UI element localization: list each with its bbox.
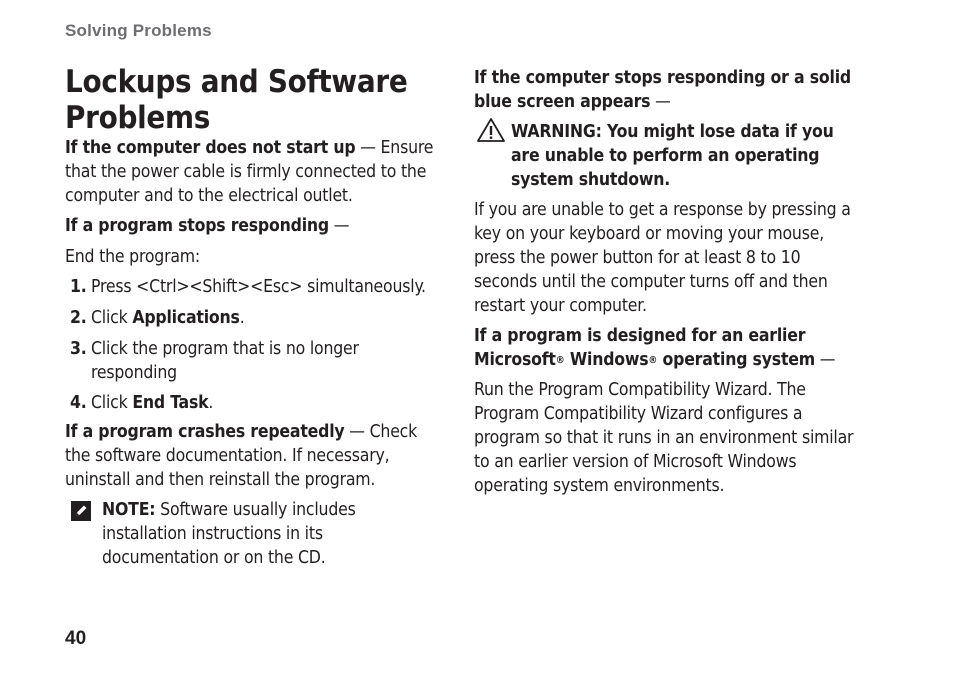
page-title bbox=[65, 64, 407, 136]
section-heading-stops-responding: If a program stops responding bbox=[65, 216, 329, 236]
running-head: Solving Problems bbox=[65, 21, 212, 40]
section-text-crashes: — Check the software documentation. If necessary, uninstall and then reinstall the program. bbox=[65, 422, 418, 490]
section-heading-compatibility-b: Windows bbox=[564, 350, 649, 370]
warning-triangle-icon bbox=[476, 117, 506, 143]
title-line-2: Problems bbox=[65, 100, 211, 136]
step-text: Press <Ctrl><Shift><Esc> simultaneously. bbox=[91, 277, 426, 297]
step-text: Click the program that is no longer responding bbox=[91, 339, 359, 383]
section-heading-crashes: If a program crashes repeatedly bbox=[65, 422, 345, 442]
note-body: Software usually includes installation instructions in its documentation or on the CD. bbox=[102, 500, 356, 568]
blue-screen-instructions: If you are unable to get a response by pressing a key on your keyboard or moving your mouse, press the power button for at least 8 to 10 seconds until the computer turns off and then restart your computer. bbox=[474, 200, 851, 316]
page-number: 40 bbox=[65, 628, 87, 649]
section-compatibility bbox=[474, 324, 864, 372]
heading-dash: — bbox=[814, 350, 836, 370]
section-blue-screen bbox=[474, 66, 864, 114]
step-bold-term: Applications bbox=[132, 308, 240, 328]
section-heading-blue-screen: If the computer stops responding or a solid blue screen appears bbox=[474, 68, 851, 112]
step-text: Click bbox=[91, 308, 133, 328]
step-bold-term: End Task bbox=[132, 393, 209, 413]
section-crashes bbox=[65, 420, 445, 492]
heading-dash: — bbox=[650, 92, 671, 112]
step-number: 2. bbox=[70, 308, 87, 328]
steps-list bbox=[65, 275, 445, 415]
step-text-end: . bbox=[208, 393, 214, 413]
compatibility-instructions: Run the Program Compatibility Wizard. The Program Compatibility Wizard configures a program so that it runs in an environment similar to an earlier version of Microsoft Windows operating system environments. bbox=[474, 380, 854, 496]
section-heading-compatibility-c: operating system bbox=[657, 350, 815, 370]
list-item bbox=[65, 337, 391, 385]
step-number: 4. bbox=[70, 393, 87, 413]
warning-text: WARNING: You might lose data if you are unable to perform an operating system shutdown. bbox=[511, 122, 834, 190]
note-pencil-icon bbox=[71, 501, 91, 521]
section-heading-no-start: If the computer does not start up bbox=[65, 138, 356, 158]
section-stops-responding bbox=[65, 214, 349, 238]
title-line-1: Lockups and Software bbox=[65, 64, 408, 100]
registered-mark: ® bbox=[648, 355, 658, 366]
step-text: Click bbox=[91, 393, 133, 413]
note-text bbox=[102, 498, 442, 570]
list-item bbox=[65, 306, 445, 330]
end-program-intro: End the program: bbox=[65, 247, 201, 267]
step-text-end: . bbox=[239, 308, 245, 328]
list-item bbox=[65, 391, 445, 415]
registered-mark: ® bbox=[555, 355, 565, 366]
step-number: 3. bbox=[70, 339, 87, 359]
section-heading-compatibility-a: If a program is designed for an earlier Microsoft bbox=[474, 326, 806, 370]
note-label: NOTE: bbox=[102, 500, 156, 520]
section-text-no-start: — Ensure that the power cable is firmly connected to the computer and to the electrical outlet. bbox=[65, 138, 434, 206]
section-no-start bbox=[65, 136, 445, 208]
step-number: 1. bbox=[70, 277, 87, 297]
heading-dash: — bbox=[328, 216, 350, 236]
list-item bbox=[65, 275, 445, 299]
